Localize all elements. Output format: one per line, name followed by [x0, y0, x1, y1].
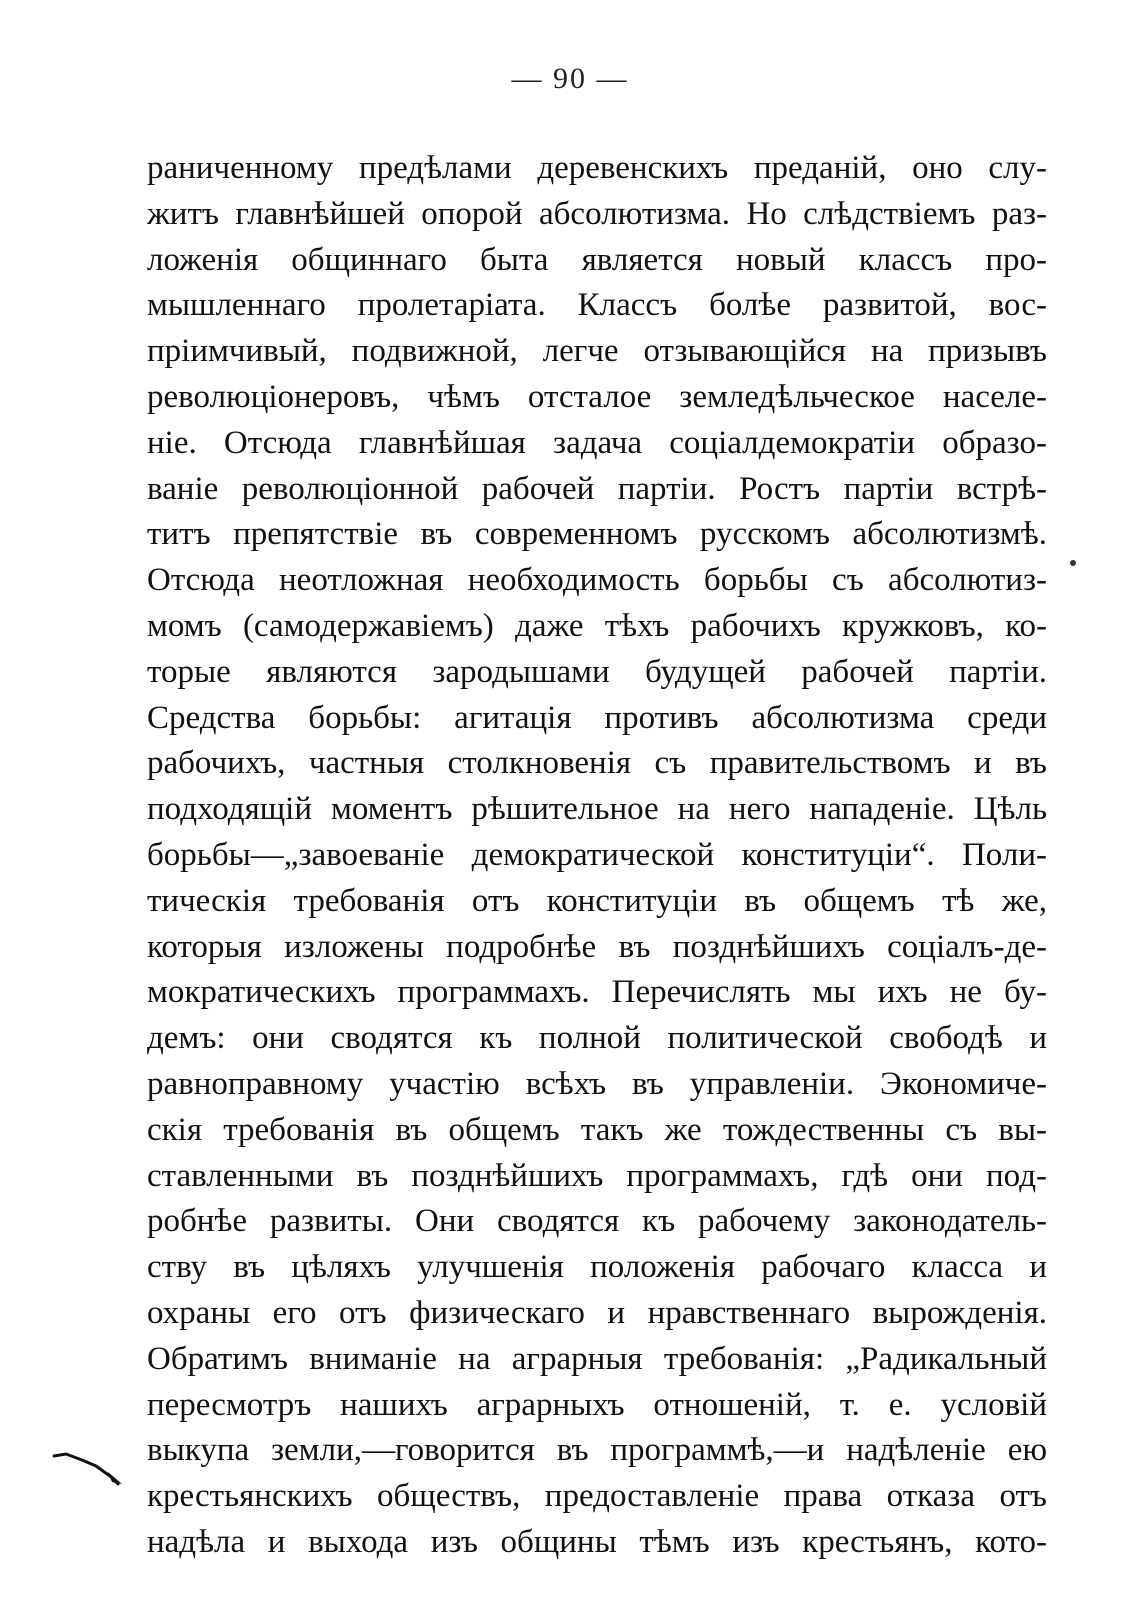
text-line: равноправному участію всѣхъ въ управленіи. Экономиче-: [147, 1065, 1047, 1102]
ink-dot-mark: [1070, 560, 1076, 566]
text-line: житъ главнѣйшей опорой абсолютизма. Но слѣдствіемъ раз-: [147, 195, 1047, 232]
text-line: надѣла и выхода изъ общины тѣмъ изъ крестьянъ, кото-: [147, 1523, 1047, 1560]
text-line: момъ (самодержавіемъ) даже тѣхъ рабочихъ кружковъ, ко-: [147, 607, 1047, 644]
text-line: ніе. Отсюда главнѣйшая задача соціалдемократіи образо-: [147, 424, 1047, 461]
text-line: Обратимъ вниманіе на аграрныя требованія: „Радикальный: [147, 1340, 1047, 1377]
text-line: мократическихъ программахъ. Перечислять мы ихъ не бу-: [147, 974, 1047, 1011]
text-line: демъ: они сводятся къ полной политической свободѣ и: [147, 1020, 1047, 1057]
text-line: тическія требованія отъ конституціи въ общемъ тѣ же,: [147, 882, 1047, 919]
text-line: борьбы—„завоеваніе демократической конституціи“. Поли-: [147, 836, 1047, 873]
text-line: Отсюда неотложная необходимость борьбы съ абсолютиз-: [147, 562, 1047, 599]
margin-pencil-mark-icon: [52, 1448, 132, 1488]
text-line: ставленными въ позднѣйшихъ программахъ, гдѣ они под-: [147, 1157, 1047, 1194]
text-line: робнѣе развиты. Они сводятся къ рабочему законодатель-: [147, 1203, 1047, 1240]
page-number: — 90 —: [511, 62, 629, 95]
text-line: крестьянскихъ обществъ, предоставленіе права отказа отъ: [147, 1478, 1047, 1515]
text-line: торые являются зародышами будущей рабочей партіи.: [147, 653, 1047, 690]
text-line: ложенія общиннаго быта является новый классъ про-: [147, 241, 1047, 278]
text-line: скія требованія въ общемъ такъ же тождественны съ вы-: [147, 1111, 1047, 1148]
text-line: ству въ цѣляхъ улучшенія положенія рабочаго класса и: [147, 1249, 1047, 1286]
text-line: Средства борьбы: агитація противъ абсолютизма среди: [147, 699, 1047, 736]
text-line: революціонеровъ, чѣмъ отсталое земледѣльческое населе-: [147, 378, 1047, 415]
text-line: рабочихъ, частныя столкновенія съ правительствомъ и въ: [147, 745, 1047, 782]
text-line: подходящій моментъ рѣшительное на него нападеніе. Цѣль: [147, 791, 1047, 828]
text-line: мышленнаго пролетаріата. Классъ болѣе развитой, вос-: [147, 287, 1047, 324]
text-line: ваніе революціонной рабочей партіи. Ростъ партіи встрѣ-: [147, 470, 1047, 507]
text-line: пріимчивый, подвижной, легче отзывающійся на призывъ: [147, 333, 1047, 370]
text-line: охраны его отъ физическаго и нравственнаго вырожденія.: [147, 1294, 1047, 1331]
text-line: титъ препятствіе въ современномъ русскомъ абсолютизмѣ.: [147, 516, 1047, 553]
text-line: которыя изложены подробнѣе въ позднѣйшихъ соціалъ-де-: [147, 928, 1047, 965]
text-line: раниченному предѣлами деревенскихъ преданій, оно слу-: [147, 150, 1047, 186]
body-text: [147, 146, 1047, 1566]
text-line: выкупа земли,—говорится въ программѣ,—и надѣленіе ею: [147, 1432, 1047, 1469]
text-line: пересмотръ нашихъ аграрныхъ отношеній, т. е. условій: [147, 1386, 1047, 1423]
